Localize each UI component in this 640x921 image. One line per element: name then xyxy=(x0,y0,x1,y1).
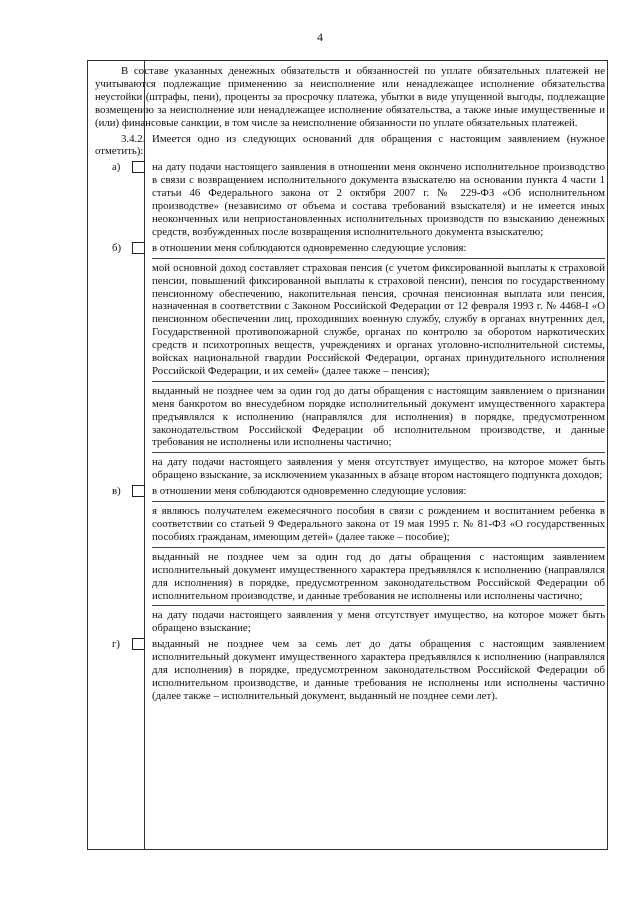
option-b-condition: на дату подачи настоящего заявления у меня отсутствует имущество, на которое может быть обращено взыскание, за исключением указанных в абзаце втором настоящего подпункта доходов; xyxy=(152,456,605,482)
option-g-checkbox[interactable] xyxy=(132,638,145,650)
option-g xyxy=(95,638,605,703)
option-v xyxy=(95,485,605,498)
option-v-condition: на дату подачи настоящего заявления у меня отсутствует имущество, на которое может быть обращено взыскание; xyxy=(152,609,605,635)
divider xyxy=(152,605,605,606)
option-v-condition: я являюсь получателем ежемесячного пособия в связи с рождением и воспитанием ребенка в соответствии со статьей 9 Федерального закона от 19 мая 1995 г. № 81-ФЗ «О государственных пособиях гражданам, имеющим детей» (далее также – пособие); xyxy=(152,505,605,543)
option-v-text: в отношении меня соблюдаются одновременно следующие условия: xyxy=(152,485,467,498)
document-body xyxy=(95,65,605,703)
option-g-marker: г) xyxy=(112,638,121,651)
option-a-marker: а) xyxy=(112,161,121,174)
option-v-marker: в) xyxy=(112,485,121,498)
option-b-marker: б) xyxy=(112,241,122,254)
option-g-text: выданный не позднее чем за семь лет до даты обращения с настоящим заявлением исполнительный документ имущественного характера предъявлялся к исполнению (направлялся для исполнения) в порядке, предусмотренном законодательством Российской Федерации об исполнительном производстве, и данные требования не исполнены или исполнены частично (далее также – исполнительный документ, выданный не позднее семи лет). xyxy=(152,638,605,702)
option-b-conditions xyxy=(152,258,605,483)
option-b-checkbox[interactable] xyxy=(132,242,145,254)
divider xyxy=(152,452,605,453)
option-b xyxy=(95,242,605,255)
option-b-condition: выданный не позднее чем за один год до даты обращения с настоящим заявлением о признании меня банкротом во внесудебном порядке исполнительный документ имущественного характера предъявлялся к исполнению (направлялся для исполнения) в порядке, предусмотренном законодательством Российской Федерации об исполнительном производстве, и данные требования не исполнены или исполнены частично; xyxy=(152,384,605,449)
divider xyxy=(152,258,605,259)
option-v-conditions xyxy=(152,501,605,635)
option-b-condition: мой основной доход составляет страховая пенсия (с учетом фиксированной выплаты к страховой пенсии, повышений фиксированной выплаты к страховой пенсии), пенсия по государственному пенсионному обеспечению, накопительная пенсия, срочная пенсионная выплата или пенсия, назначенная в соответствии с Законом Российской Федерации от 12 февраля 1993 г. № 4468-I «О пенсионном обеспечении лиц, проходивших военную службу, службу в органах внутренних дел, Государственной противопожарной службе, органах по контролю за оборотом наркотических средств и психотропных веществ, учреждениях и органах уголовно-исполнительной системы, войсках национальной гвардии Российской Федерации, органах принудительного исполнения Российской Федерации, и их семей» (далее также – пенсия); xyxy=(152,261,605,377)
divider xyxy=(152,501,605,502)
option-a-text: на дату подачи настоящего заявления в отношении меня окончено исполнительное производство в связи с возвращением исполнительного документа взыскателю на основании пункта 4 части 1 статьи 46 Федерального закона от 2 октября 2007 г. № 229-ФЗ «Об исполнительном производстве» (независимо от объема и состава требований взыскателя) и не имеется иных неоконченных или неприостановленных исполнительных производств по взысканию денежных средств, возбужденных после возвращения исполнительного документа взыскателю; xyxy=(152,161,605,238)
divider xyxy=(152,547,605,548)
option-v-condition: выданный не позднее чем за один год до даты обращения с настоящим заявлением исполнительный документ имущественного характера предъявлялся к исполнению (направлялся для исполнения) в порядке, предусмотренном законодательством Российской Федерации об исполнительном производстве, и данные требования не исполнены или исполнены частично; xyxy=(152,550,605,602)
page-number: 4 xyxy=(317,30,323,44)
option-b-text: в отношении меня соблюдаются одновременно следующие условия: xyxy=(152,241,467,254)
intro-paragraph: В составе указанных денежных обязательств и обязанностей по уплате обязательных платежей не учитываются подлежащие применению за неисполнение или ненадлежащее исполнение обязательства неустойки (штрафы, пени), проценты за просрочку платежа, убытки в виде упущенной выгоды, подлежащие возмещению за неисполнение или ненадлежащее исполнение обязательства, а также иные имущественные и (или) финансовые санкции, в том числе за неисполнение обязанности по уплате обязательных платежей. xyxy=(95,65,605,129)
divider xyxy=(152,381,605,382)
option-a-checkbox[interactable] xyxy=(132,161,145,173)
option-a xyxy=(95,161,605,238)
section-heading: 3.4.2. Имеется одно из следующих оснований для обращения с настоящим заявлением (нужное отметить): xyxy=(95,132,605,158)
option-v-checkbox[interactable] xyxy=(132,485,145,497)
